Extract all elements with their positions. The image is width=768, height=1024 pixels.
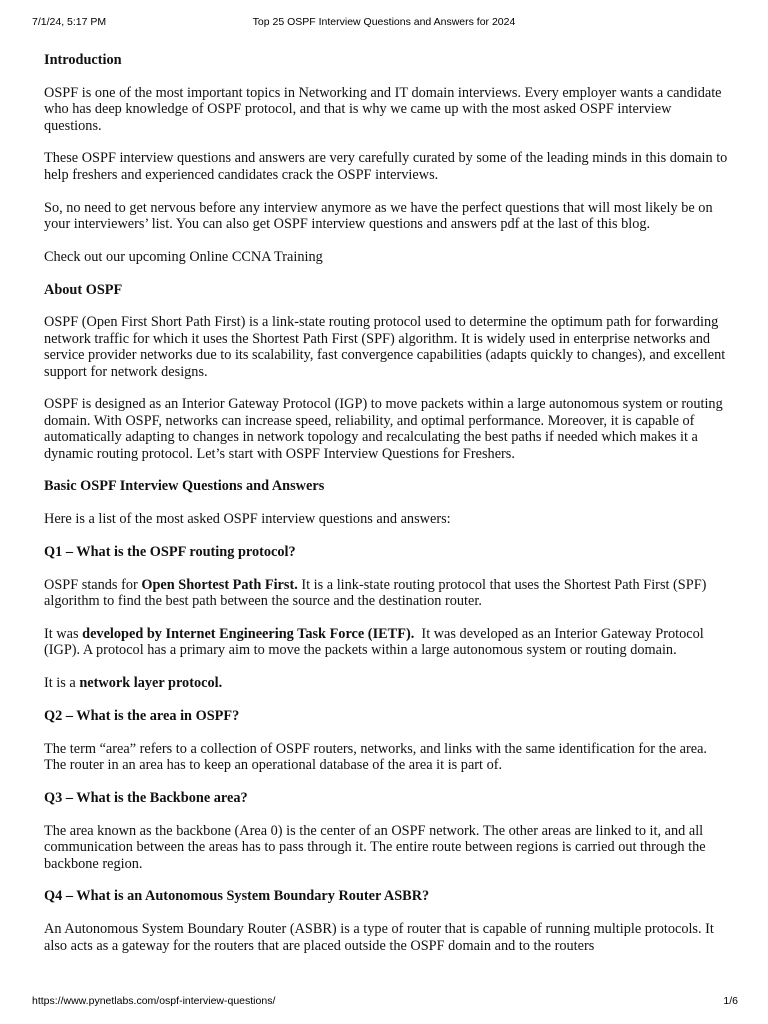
q3-heading: Q3 – What is the Backbone area? — [44, 790, 248, 807]
about-paragraph-1: OSPF (Open First Short Path First) is a link-state routing protocol used to determine the optimum path for forwarding network traffic for which it uses the Shortest Path First (SPF) algorithm. It is widely used in enterprise networks and service provider networks due to its scalability, fast convergence capabilities (adapts quickly to changes), and excellent support for network designs. — [44, 314, 726, 380]
q1-heading: Q1 – What is the OSPF routing protocol? — [44, 544, 296, 561]
q1-p2-text-c: It was developed as an Interior Gateway Protocol (IGP). A protocol has a primary aim to move the packets within a large autonomous system or routing domain. — [44, 626, 708, 659]
q4-paragraph-1: An Autonomous System Boundary Router (ASBR) is a type of router that is capable of running multiple protocols. It also acts as a gateway for the routers that are placed outside the OSPF domain and to the routers — [44, 921, 714, 954]
q3-paragraph-1: The area known as the backbone (Area 0) is the center of an OSPF network. The other areas are linked to it, and all communication between the areas has to pass through it. The entire route between regions is carried out through the backbone region. — [44, 822, 706, 872]
print-header — [0, 16, 768, 30]
q1-p3-bold: network layer protocol. — [79, 675, 223, 692]
intro-paragraph-1: OSPF is one of the most important topics in Networking and IT domain interviews. Every employer wants a candidate who has deep knowledge of OSPF protocol, and that is why we came up with the most asked OSPF interview questions. — [44, 84, 722, 134]
q1-p1-text-c: It is a link-state routing protocol that uses the Shortest Path First (SPF) algorithm to find the best path between the source and the destination router. — [44, 576, 707, 610]
q2-heading: Q2 – What is the area in OSPF? — [44, 708, 240, 725]
q1-paragraph-2 — [44, 626, 730, 659]
q1-p2-bold: developed by Internet Engineering Task Force (IETF). — [82, 626, 415, 643]
ccna-training-link[interactable]: Check out our upcoming Online CCNA Training — [44, 248, 323, 265]
intro-paragraph-3: So, no need to get nervous before any interview anymore as we have the perfect questions that will most likely be on your interviewers’ list. You can also get OSPF interview questions and answers pdf at the last of this blog. — [44, 199, 713, 233]
q1-p1-text-a: OSPF stands for — [44, 576, 142, 593]
q2-paragraph-1: The term “area” refers to a collection of OSPF routers, networks, and links with the same identification for the area. The router in an area has to keep an operational database of the area it is part of. — [44, 740, 707, 774]
q4-heading: Q4 – What is an Autonomous System Boundary Router ASBR? — [44, 888, 430, 905]
about-heading: About OSPF — [44, 281, 123, 298]
basic-questions-intro: Here is a list of the most asked OSPF interview questions and answers: — [44, 511, 451, 528]
q1-p2-text-a: It was — [44, 626, 83, 643]
print-page-number: 1/6 — [723, 995, 738, 1007]
q1-paragraph-1 — [44, 577, 730, 610]
print-datetime: 7/1/24, 5:17 PM — [32, 16, 107, 28]
q1-paragraph-3 — [44, 675, 730, 691]
print-footer — [0, 995, 768, 1009]
print-page-title: Top 25 OSPF Interview Questions and Answers for 2024 — [252, 16, 516, 28]
q1-p3-text-a: It is a — [44, 675, 80, 692]
print-url: https://www.pynetlabs.com/ospf-interview-questions/ — [32, 995, 276, 1007]
article-body — [44, 52, 730, 970]
q1-p1-bold: Open Shortest Path First. — [141, 576, 298, 593]
basic-questions-heading: Basic OSPF Interview Questions and Answers — [44, 478, 325, 495]
intro-paragraph-2: These OSPF interview questions and answers are very carefully curated by some of the leading minds in this domain to help freshers and experienced candidates crack the OSPF interviews. — [44, 150, 728, 183]
intro-heading: Introduction — [44, 52, 122, 68]
about-paragraph-2: OSPF is designed as an Interior Gateway Protocol (IGP) to move packets within a large autonomous system or routing domain. With OSPF, networks can increase speed, reliability, and optimal performance. Moreover, it is capable of automatically adapting to changes in network topology and recalculating the best paths if needed which makes it a dynamic routing protocol. Let’s start with OSPF Interview Questions for Freshers. — [44, 396, 723, 462]
